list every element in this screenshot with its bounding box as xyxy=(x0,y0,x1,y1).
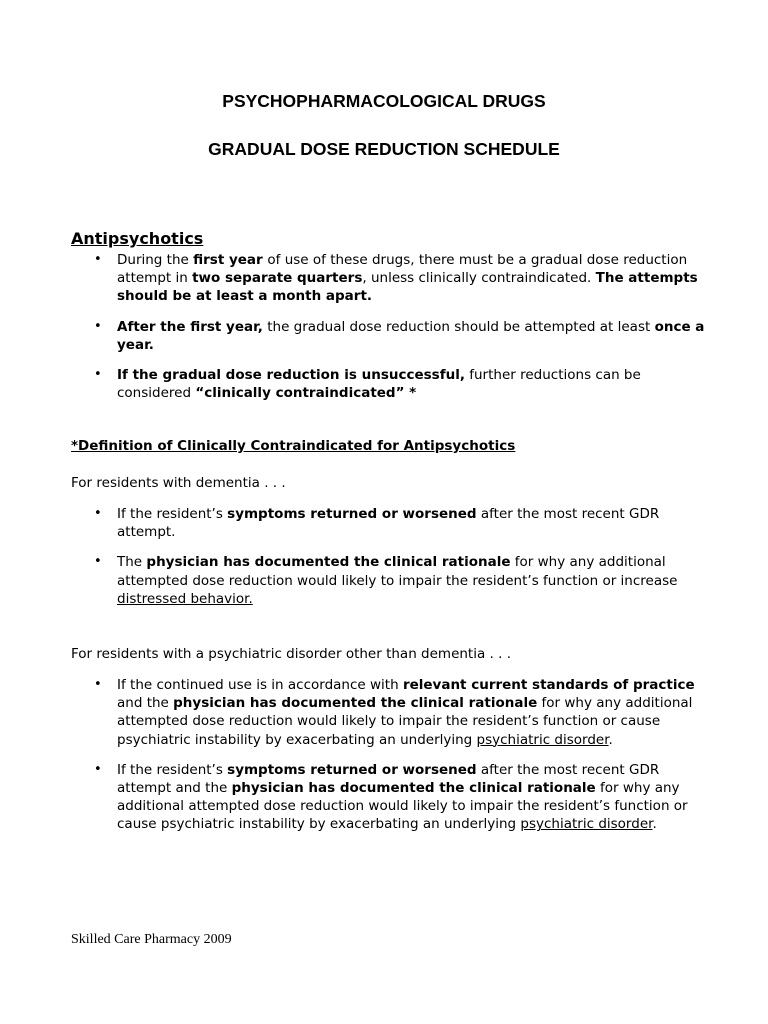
text-run: , unless clinically contraindicated. xyxy=(362,270,596,287)
text-run: the gradual dose reduction should be attempted at least xyxy=(262,318,655,335)
list-item-line xyxy=(117,384,708,402)
bullet-icon: • xyxy=(94,367,102,383)
bullet-icon: • xyxy=(94,252,102,267)
list-item xyxy=(0,676,768,749)
list-item-line xyxy=(117,712,708,730)
list-item-line xyxy=(117,779,708,797)
list-item-line xyxy=(117,366,708,384)
text-run: The xyxy=(117,554,147,571)
text-run: If the continued use is in accordance with xyxy=(117,677,403,693)
definition-heading: *Definition of Clinically Contraindicated for Antipsychotics xyxy=(71,438,516,454)
underlined-text: psychiatric disorder xyxy=(520,816,653,833)
bold-text: physician has documented the clinical rationale xyxy=(231,780,596,797)
list-item-line xyxy=(117,336,708,354)
text-run: psychiatric instability by exacerbating an underlying xyxy=(117,731,477,748)
list-item xyxy=(0,251,768,306)
list-item xyxy=(0,553,768,608)
list-item-line xyxy=(117,731,708,749)
list-item-line xyxy=(117,815,708,833)
bold-text: physician has documented the clinical rationale xyxy=(173,695,538,712)
list-item-line xyxy=(117,572,708,590)
footer-text: Skilled Care Pharmacy 2009 xyxy=(71,932,232,947)
list-item xyxy=(0,761,768,834)
antipsychotics-heading: Antipsychotics xyxy=(71,229,204,248)
bold-text: symptoms returned or worsened xyxy=(227,506,477,522)
bold-text: physician has documented the clinical rationale xyxy=(146,554,511,571)
text-run: attempted dose reduction would likely to impair the resident’s function or cause xyxy=(117,713,661,730)
bold-text: If the gradual dose reduction is unsuccessful, xyxy=(117,367,465,384)
text-run: after the most recent GDR xyxy=(476,761,660,778)
text-run: attempted dose reduction would likely to impair the resident’s function or increase xyxy=(117,572,678,589)
underlined-text: psychiatric disorder xyxy=(476,731,609,748)
list-item-line xyxy=(117,761,708,779)
list-item-line xyxy=(117,590,708,608)
list-item-line xyxy=(117,251,708,269)
text-run: for why any additional xyxy=(510,554,666,571)
text-run: . xyxy=(652,816,657,833)
antipsychotics-bullet-list xyxy=(0,251,768,402)
bullet-icon: • xyxy=(94,506,102,521)
text-run: attempt in xyxy=(117,270,193,287)
text-run: of use of these drugs, there must be a gradual dose reduction xyxy=(267,252,688,268)
psychiatric-bullet-list xyxy=(0,676,768,834)
bold-text: year. xyxy=(117,336,154,353)
list-item-line xyxy=(117,694,708,712)
bold-text: relevant current standards of practice xyxy=(402,677,695,693)
list-item-line xyxy=(117,523,708,541)
text-run: If the resident’s xyxy=(117,506,228,522)
bullet-icon: • xyxy=(94,761,102,777)
bold-text: two separate quarters xyxy=(192,270,363,287)
text-run: If the resident’s xyxy=(117,761,228,778)
text-run: for why any xyxy=(595,780,680,797)
list-item-line xyxy=(117,505,708,523)
text-run: after the most recent GDR xyxy=(476,506,660,522)
bold-text: After the first year, xyxy=(117,318,263,335)
list-item-line xyxy=(117,269,708,287)
document-title: PSYCHOPHARMACOLOGICAL DRUGS xyxy=(222,91,546,111)
list-item-line xyxy=(117,797,708,815)
text-run: further reductions can be xyxy=(464,367,641,384)
dementia-bullet-list xyxy=(0,505,768,608)
text-run: and the xyxy=(117,695,174,712)
dementia-intro-text: For residents with dementia . . . xyxy=(71,475,286,491)
text-run: attempt. xyxy=(117,524,176,541)
bold-text: should be at least a month apart. xyxy=(117,288,373,305)
bold-text: first year xyxy=(193,252,268,268)
list-item xyxy=(0,318,768,354)
list-item-line xyxy=(117,676,708,694)
bullet-icon: • xyxy=(94,677,102,692)
bold-text: once a xyxy=(654,318,705,335)
text-run: additional attempted dose reduction would likely to impair the resident’s function or xyxy=(117,798,688,815)
bold-text: “clinically contraindicated” * xyxy=(195,385,417,402)
text-run: . xyxy=(608,731,613,748)
text-run: attempt and the xyxy=(117,780,232,797)
bold-text: The attempts xyxy=(595,270,698,287)
text-run: cause psychiatric instability by exacerbating an underlying xyxy=(117,816,521,833)
psychiatric-intro-text: For residents with a psychiatric disorder other than dementia . . . xyxy=(71,646,511,662)
text-run: considered xyxy=(117,385,196,402)
text-run: During the xyxy=(117,252,194,268)
bullet-icon: • xyxy=(94,318,102,334)
list-item xyxy=(0,366,768,402)
list-item-line xyxy=(117,318,708,336)
list-item-line xyxy=(117,287,708,305)
list-item-line xyxy=(117,553,708,571)
bullet-icon: • xyxy=(94,554,102,570)
document-subtitle: GRADUAL DOSE REDUCTION SCHEDULE xyxy=(208,139,560,159)
underlined-text: distressed behavior. xyxy=(117,590,253,607)
list-item xyxy=(0,505,768,541)
bold-text: symptoms returned or worsened xyxy=(227,761,477,778)
text-run: for why any additional xyxy=(537,695,693,712)
